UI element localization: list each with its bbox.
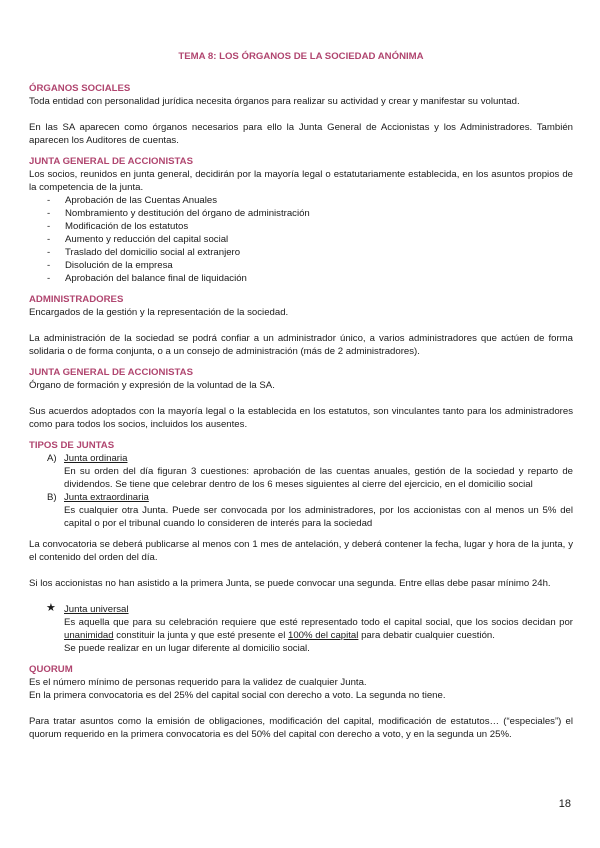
item-text: Se puede realizar en un lugar diferente al domicilio social. [64,643,310,654]
capital-text: 100% del capital [288,630,359,641]
heading-organos-sociales: ÓRGANOS SOCIALES [29,83,131,94]
item-text: Es cualquier otra Junta. Puede ser convocada por los administradores, por los accionistas con al menos un 5% del capital o por el tribunal cuando lo consideren de interés para la sociedad [64,505,573,529]
list-item: - Aprobación de las Cuentas Anuales [29,194,573,207]
list-item: - Nombramiento y destitución del órgano de administración [29,207,573,220]
paragraph: Sus acuerdos adoptados con la mayoría legal o la establecida en los estatutos, son vinculantes tanto para los administradores como para todos los socios, incluidos los ausentes. [29,406,573,430]
list-item: - Disolución de la empresa [29,259,573,272]
list-item: - Modificación de los estatutos [29,220,573,233]
page-number: 18 [558,798,571,810]
item-title: Junta universal [64,604,129,615]
junta-ordinaria-item [29,452,573,491]
junta-universal-item [29,603,573,655]
paragraph: Si los accionistas no han asistido a la primera Junta, se puede convocar una segunda. Entre ellas debe pasar mínimo 24h. [29,578,551,589]
paragraph: Órgano de formación y expresión de la voluntad de la SA. [29,380,275,391]
heading-tipos-juntas: TIPOS DE JUNTAS [29,440,115,451]
paragraph: Para tratar asuntos como la emisión de obligaciones, modificación del capital, modificación de estatutos… (“especiales”) el quorum requerido en la primera convocatoria es del 50% del capital con derecho a voto, y en la segunda un 25%. [29,716,573,740]
heading-junta-general-2: JUNTA GENERAL DE ACCIONISTAS [29,367,193,378]
item-marker: B) [47,492,57,503]
item-text: En su orden del día figuran 3 cuestiones: aprobación de las cuentas anuales, gestión de la sociedad y reparto de dividendos. Se tiene que celebrar dentro de los 6 meses siguientes al cierre del ejercicio, en el domicilio social [64,466,573,490]
paragraph: Encargados de la gestión y la representación de la sociedad. [29,307,289,318]
item-text: Es aquella que para su celebración requiere que esté representado todo el capital social, que los socios decidan por unanimidad constituir la junta y que esté presente el 100% del capital para debatir cualquier cuestión. [64,617,573,641]
page-title: TEMA 8: LOS ÓRGANOS DE LA SOCIEDAD ANÓNIMA [178,51,424,62]
paragraph: Los socios, reunidos en junta general, decidirán por la mayoría legal o estatutariamente establecida, en los asuntos propios de la competencia de la junta. [29,169,573,193]
star-icon: ★ [46,602,56,614]
item-title: Junta ordinaria [64,453,128,464]
document-page [29,50,573,741]
list-item: - Traslado del domicilio social al extranjero [29,246,573,259]
junta-extraordinaria-item [29,491,573,530]
unanimidad-text: unanimidad [64,630,114,641]
paragraph: La convocatoria se deberá publicarse al menos con 1 mes de antelación, y deberá contener la fecha, lugar y hora de la junta, y el contenido del orden del día. [29,539,573,563]
paragraph: En las SA aparecen como órganos necesarios para ello la Junta General de Accionistas y los Administradores. También aparecen los Auditores de cuentas. [29,122,573,146]
competencias-list [29,194,573,285]
paragraph: Toda entidad con personalidad jurídica necesita órganos para realizar su actividad y crear y manifestar su voluntad. [29,96,520,107]
item-title: Junta extraordinaria [64,492,149,503]
paragraph: La administración de la sociedad se podrá confiar a un administrador único, a varios administradores que actúen de forma solidaria o de forma conjunta, o a un consejo de administración (más de 2 administradores). [29,333,573,357]
heading-quorum: QUORUM [29,664,73,675]
paragraph: Es el número mínimo de personas requerido para la validez de cualquier Junta. [29,677,367,688]
item-marker: A) [47,453,57,464]
heading-junta-general: JUNTA GENERAL DE ACCIONISTAS [29,156,193,167]
paragraph: En la primera convocatoria es del 25% del capital social con derecho a voto. La segunda no tiene. [29,690,446,701]
list-item: - Aumento y reducción del capital social [29,233,573,246]
list-item: - Aprobación del balance final de liquidación [29,272,573,285]
heading-administradores: ADMINISTRADORES [29,294,124,305]
